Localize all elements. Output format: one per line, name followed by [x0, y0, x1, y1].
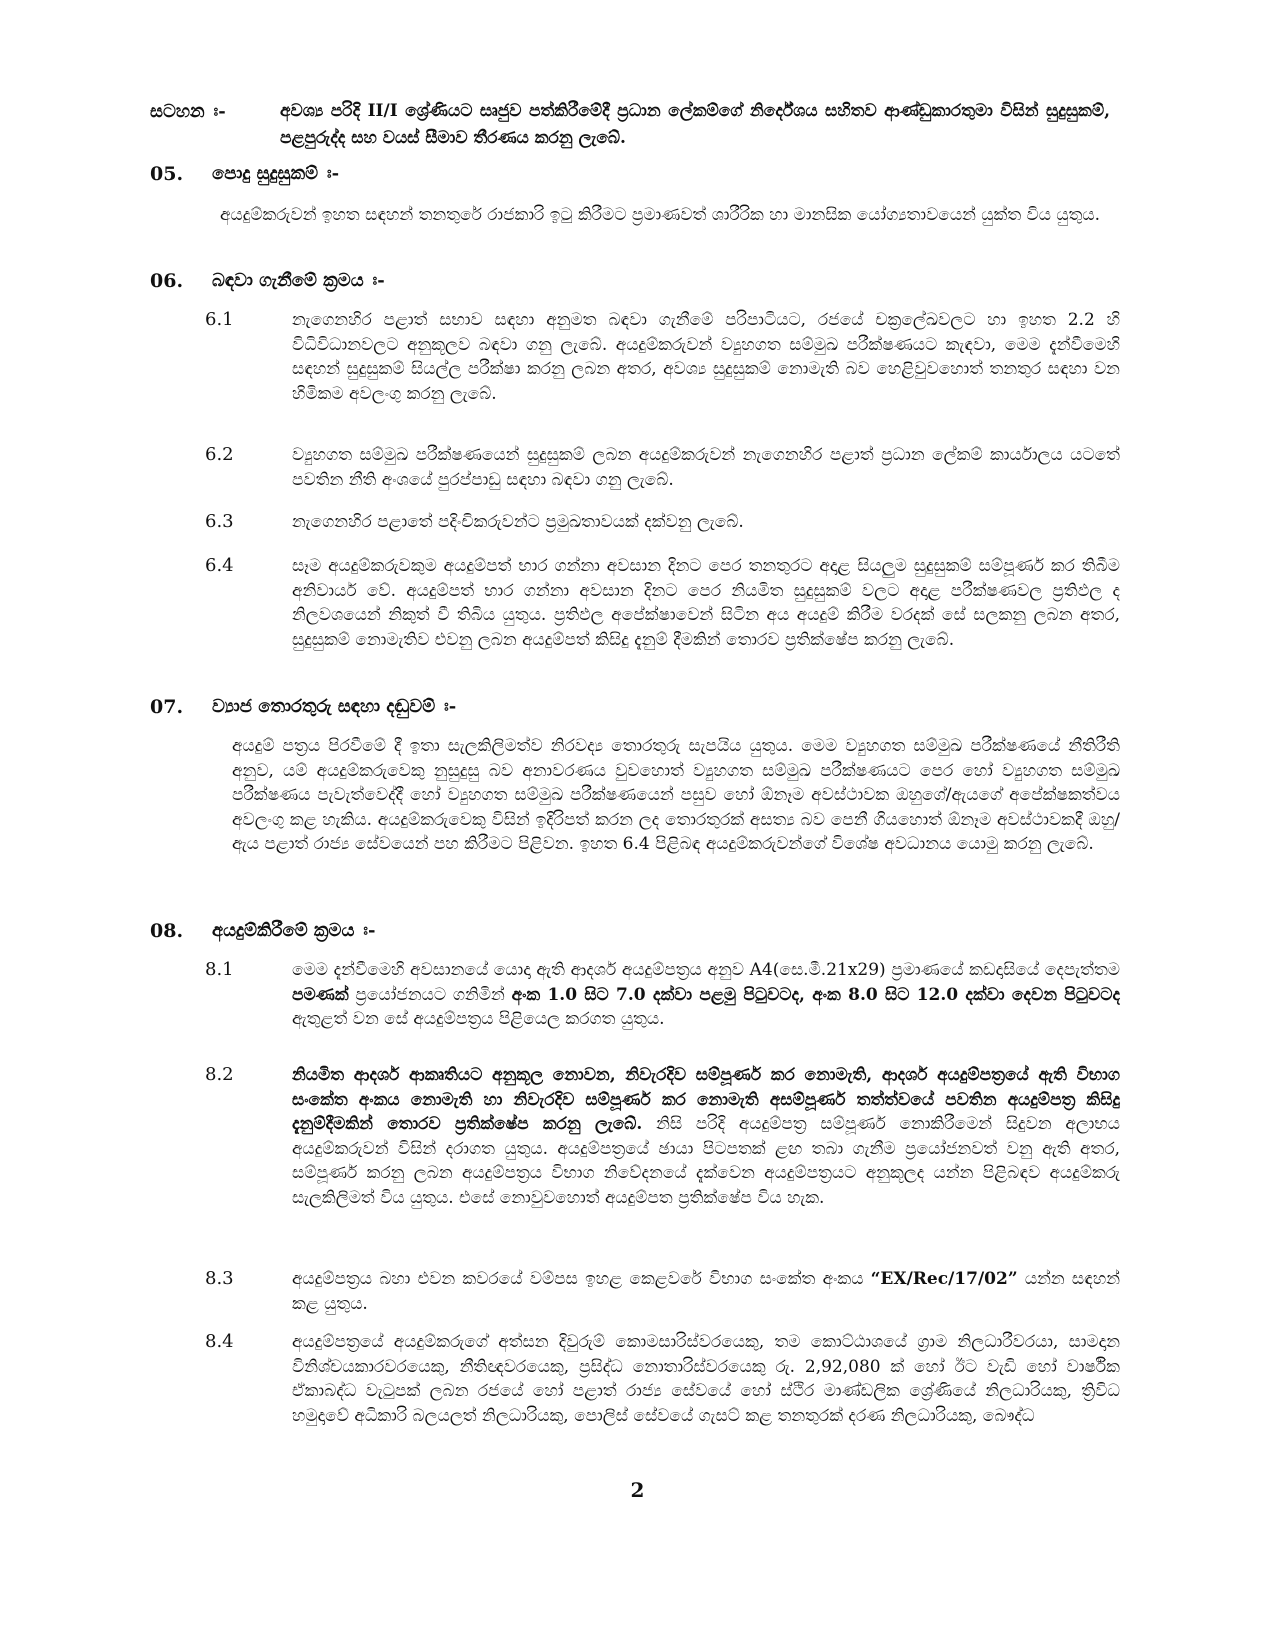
section-title: අයදුම්කිරීමේ ක්‍රමය ඃ- [212, 920, 376, 941]
paragraph-text [292, 958, 1120, 1032]
section-number: 08. [150, 920, 184, 942]
section-05-text: අයදුම්කරුවන් ඉහත සඳහන් තනතුරේ රාජකාරි ඉටු කිරීමට ප්‍රමාණවත් ශාරීරික හා මානසික යෝග්‍යතාවයෙන් යුක්ත විය යුතුය. [220, 205, 1101, 225]
note-text: අවශ්‍ය පරිදි II/I ශ්‍රේණියට සෘජුව පත්කිරීමේදී ප්‍රධාන ලේකම්ගේ නිර්දේශය සහිතව ආණ්ඩුකාරතුමා විසින් සුදුසුකම්, පළපුරුද්ද සහ වයස් සීමාව තීරණය කරනු ලැබේ. [280, 101, 1110, 148]
paragraph-text: නැගෙනහිර පළාත් සභාව සඳහා අනුමත බඳවා ගැනීමේ පරිපාටියට, රජයේ චක්‍රලේඛවලට හා ඉහත 2.2 හි විධිවිධානවලට අනුකූලව බඳවා ගනු ලැබේ. අයදුම්කරුවන් ව්‍යුහගත සම්මුඛ පරීක්ෂණයට කැඳවා, මෙම දැන්වීමෙහි සඳහන් සුදුසුකම් සියල්ල පරීක්ෂා කරනු ලබන අතර, අවශ්‍ය සුදුසුකම් නොමැති බව හෙළිවුවහොත් තනතුර සඳහා වන හිමිකම අවලංගු කරනු ලැබේ. [292, 310, 1120, 404]
bold-run: පමණක් [292, 984, 349, 1005]
section-07-text: අයදුම් පත්‍රය පිරවීමේ දී ඉතා සැලකිලිමත්ව නිරවද්‍ය තොරතුරු සැපයිය යුතුය. මෙම ව්‍යුහගත සම්මුඛ පරීක්ෂණයේ නීතිරීති අනුව, යම් අයදුම්කරුවෙකු නුසුදුසු බව අනාවරණය වුවහොත් ව්‍යුහගත සම්මුඛ පරීක්ෂණයට පෙර හෝ ව්‍යුහගත සම්මුඛ පරීක්ෂණය පැවැත්වෙද්දී හෝ ව්‍යුහගත සම්මුඛ පරීක්ෂණයෙන් පසුව හෝ ඕනෑම අවස්ථාවක ඔහුගේ/ඇයගේ අපේක්ෂකත්වය අවලංගු කළ හැකිය. අයදුම්කරුවෙකු විසින් ඉදිරිපත් කරන ලද තොරතුරක් අසත්‍ය බව පෙනී ගියහොත් ඕනෑම අවස්ථාවකදී ඔහු/ඇය පළාත් රාජ්‍ය සේවයෙන් පහ කිරීමට පිළිවන. ඉහත 6.4 පිළිබඳ අයදුම්කරුවන්ගේ විශේෂ අවධානය යොමු කරනු ලැබේ. [232, 736, 1120, 855]
text-run: මෙම දැන්වීමෙහි අවසානයේ යොදා ඇති ආදර්ශ අයදුම්පත්‍රය අනුව A4(සෙ.මී.21x29) ප්‍රමාණයේ කඩදාසියේ දෙපැත්තම [292, 960, 1120, 980]
paragraph-number: 6.4 [205, 555, 234, 576]
paragraph-6-1 [205, 308, 1120, 406]
paragraph-8-4 [205, 1330, 1120, 1428]
bold-run: නියමිත ආදර්ශ ආකෘතියට අනුකූල නොවන, නිවැරදිව සම්පූර්ණ කර නොමැති, ආදර්ශ අයදුම්පත්‍රයේ ඇති විභාග සංකේත අංකය නොමැති හා නිවැරදිව සම්පූර්ණ කර නොමැති අසම්පූර්ණ තත්ත්වයේ පවතින අයදුම්පත්‍ර කිසිදු දැනුම්දීමකින් තොරව ප්‍රතික්ෂේප කරනු ලැබේ. [292, 1065, 1120, 1135]
paragraph-text [292, 1063, 1120, 1211]
paragraph-number: 6.1 [205, 309, 234, 330]
page-number: 2 [630, 1478, 645, 1502]
text-run: ඇතුළත් වන සේ අයදුම්පත්‍රය පිළියෙල කරගත යුතුය. [292, 1009, 665, 1030]
note-block [150, 98, 1120, 152]
section-number: 05. [150, 163, 184, 185]
text-run: අයදුම්පත්‍රය බහා එවන කවරයේ වම්පස ඉහළ කෙළවරේ විභාග සංකේත අංකය [292, 1269, 871, 1289]
paragraph-number: 6.2 [205, 444, 234, 465]
section-07-heading [150, 694, 1120, 720]
bold-run: “EX/Rec/17/02” [870, 1269, 1018, 1289]
paragraph-number: 8.1 [205, 959, 234, 980]
paragraph-8-2 [205, 1063, 1120, 1211]
section-08-heading [150, 918, 1120, 944]
paragraph-6-4 [205, 554, 1120, 652]
paragraph-number: 8.3 [205, 1268, 234, 1289]
section-06-heading [150, 268, 1120, 294]
paragraph-number: 6.3 [205, 511, 234, 532]
paragraph-text: අයදුම්පත්‍රයේ අයදුම්කරුගේ අත්සන දිවුරුම් කොමසාරිස්වරයෙකු, තම කොට්ඨාශයේ ග්‍රාම නිලධාරීවරයා, සාමදාන විනිශ්චයකාරවරයෙකු, නීතිඥවරයෙකු, ප්‍රසිද්ධ නොතාරිස්වරයෙකු රු. 2,92,080 ක් හෝ ඊට වැඩි හෝ වාර්ෂික ඒකාබද්ධ වැටුපක් ලබන රජයේ හෝ පළාත් රාජ්‍ය සේවයේ හෝ ස්ථිර මාණ්ඩලික ශ්‍රේණියේ නිලධාරියකු, ත්‍රිවිධ හමුදාවේ අධිකාරි බලයලත් නිලධාරියකු, පොලිස් සේවයේ ගැසට් කළ තනතුරක් දරණ නිලධාරියකු, බෞද්ධ [292, 1332, 1120, 1426]
paragraph-8-1 [205, 958, 1120, 1032]
section-title: බඳවා ගැනීමේ ක්‍රමය ඃ- [212, 270, 385, 291]
paragraph-number: 8.2 [205, 1064, 234, 1085]
section-title: පොදු සුදුසුකම් ඃ- [212, 163, 340, 184]
bold-run: අංක 1.0 සිට 7.0 දක්වා පළමු පිටුවටද, අංක 8.0 සිට 12.0 දක්වා දෙවන පිටුවටද [511, 984, 1121, 1005]
section-05-heading [150, 161, 1120, 187]
section-number: 07. [150, 696, 184, 718]
paragraph-text: ව්‍යුහගත සම්මුඛ පරීක්ෂණයෙන් සුදුසුකම් ලබන අයදුම්කරුවන් නැගෙනහිර පළාත් ප්‍රධාන ලේකම් කාර්යාලය යටතේ පවතින නීති අංශයේ පුරප්පාඩු සඳහා බඳවා ගනු ලැබේ. [292, 445, 1120, 490]
text-run: නිසි පරිදි අයදුම්පත්‍ර සම්පූර්ණ නොකිරීමෙන් සිදුවන අලාභය අයදුම්කරුවන් විසින් දරාගත යුතුය. අයදුම්පත්‍රයේ ඡායා පිටපතක් ළඟ තබා ගැනීම ප්‍රයෝජනවත් වනු ඇති අතර, සම්පූර්ණ කරනු ලබන අයදුම්පත්‍රය විභාග නිවේදනයේ දැක්වෙන අයදුම්පත්‍රයට අනුකූලද යන්න පිළිබඳව අයදුම්කරු සැලකිලිමත් විය යුතුය. එසේ නොවුවහොත් අයදුම්පත ප්‍රතික්ෂේප විය හැක. [292, 1114, 1121, 1208]
paragraph-text: නැගෙනහිර පළාතේ පදිංචිකරුවන්ට ප්‍රමුඛතාවයක් දක්වනු ලැබේ. [292, 512, 744, 532]
paragraph-number: 8.4 [205, 1331, 234, 1352]
paragraph-8-3 [205, 1267, 1120, 1316]
paragraph-text: සෑම අයදුම්කරුවකුම අයදුම්පත් භාර ගන්නා අවසාන දිනට පෙර තනතුරට අදාළ සියලුම සුදුසුකම් සම්පූර්ණ කර තිබීම අනිවාර්ය වේ. අයදුම්පත් භාර ගන්නා අවසාන දිනට පෙර නියමිත සුදුසුකම් වලට අදාළ පරීක්ෂණවල ප්‍රතිඵල ද නිලවශයෙන් නිකුත් වී තිබිය යුතුය. ප්‍රතිඵල අපේක්ෂාවෙන් සිටින අය අයදුම් කිරීම වරදක් සේ සලකනු ලබන අතර, සුදුසුකම් නොමැතිව එවනු ලබන අයදුම්පත් කිසිදු දැනුම් දීමකින් තොරව ප්‍රතික්ෂේප කරනු ලැබේ. [292, 556, 1120, 650]
text-run: ප්‍රයෝජනයට ගනිමින් [348, 984, 512, 1005]
text-run: යන්න සඳහන් කළ යුතුය. [292, 1269, 1120, 1314]
paragraph-6-3 [205, 510, 1120, 535]
section-number: 06. [150, 270, 184, 292]
paragraph-text [292, 1267, 1120, 1316]
paragraph-6-2 [205, 443, 1120, 492]
note-label: සටහන ඃ- [150, 101, 226, 122]
section-title: ව්‍යාජ තොරතුරු සඳහා දඬුවම් ඃ- [212, 696, 457, 717]
